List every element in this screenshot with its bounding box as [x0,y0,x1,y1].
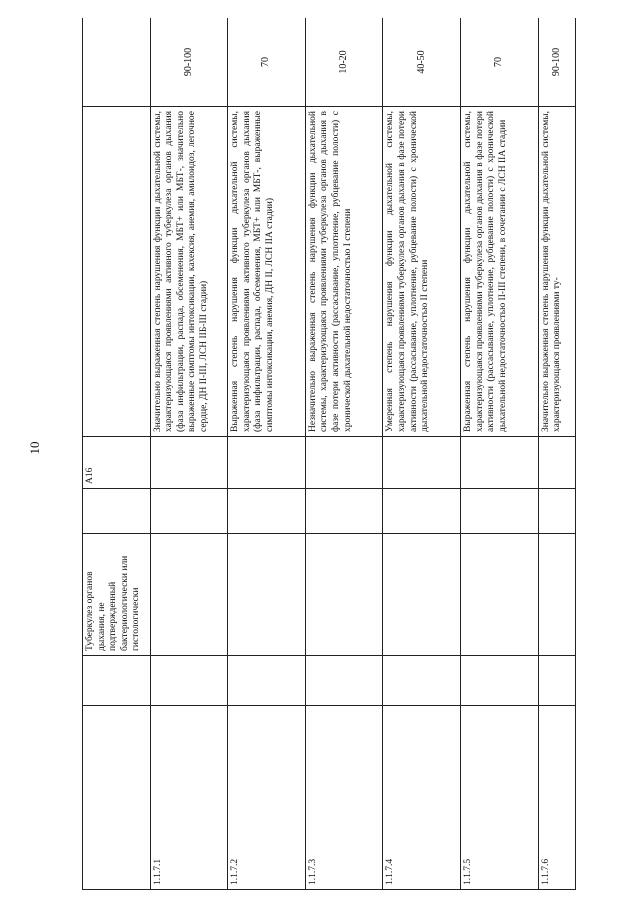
row-empty-a [305,656,383,706]
row-code: 1.1.7.3 [305,706,383,890]
row-empty-b [383,489,461,534]
header-percent-cell [83,18,151,107]
header-empty-cell-a [83,656,151,706]
row-percent: 40-50 [383,18,461,107]
row-num [538,437,575,489]
row-empty-b [228,489,306,534]
row-code: 1.1.7.4 [383,706,461,890]
row-description: Значительно выраженная степень нарушения функции дыхательной системы, характеризующаяся проявлениями ту- [538,107,575,437]
mkb-code-cell: A16 [83,437,151,489]
row-description: Выраженная степень нарушения функции дыхательной системы, характеризующаяся проявлениями туберкулеза органов дыхания в фазе потери активности (рассасывание, уплотнение, рубцевание полости) с хронической дыхательной недостаточностью II-III степени, в сочетании с ЛСН IIА стадии [461,107,539,437]
row-code: 1.1.7.6 [538,706,575,890]
row-empty-a [461,656,539,706]
row-description: Выраженная степень нарушения функции дыхательной системы, характеризующаяся проявлениями активного туберкулеза органов дыхания (фаза инфильтрации, распада, обсеменения, МБТ+ или МБТ-, выраженные симптомы интоксикации, анемия, ДН II, ЛСН IIА стадии) [228,107,306,437]
row-empty-a [383,656,461,706]
row-name [538,534,575,656]
row-num [383,437,461,489]
row-name [305,534,383,656]
row-empty-b [150,489,228,534]
table-row [305,18,383,890]
row-description: Значительно выраженная степень нарушения функции дыхательной системы, характеризующаяся проявлениями активного туберкулеза органов дыхания (фаза инфильтрации, распада, обсеменения, МБТ+ или МБТ-, значительно выраженные симптомы интоксикации, кахексия, анемия, амилоидоз, легочное сердце, ДН II-III, ЛСН IIБ-III стадии) [150,107,228,437]
row-empty-b [305,489,383,534]
condition-name-cell: Туберкулез органов дыхания, не подтвержденный бактериологически или гистологически [83,534,151,656]
row-code: 1.1.7.5 [461,706,539,890]
row-empty-a [228,656,306,706]
row-description: Незначительно выраженная степень нарушения функции дыхательной системы, характеризующаяся проявлениями туберкулеза органов дыхания в фазе потери активности (рассасывание, уплотнение, рубцевание полости) с хронической дыхательной недостаточностью I степени [305,107,383,437]
table-row [383,18,461,890]
row-empty-a [538,656,575,706]
page-number: 10 [27,441,42,455]
row-num [461,437,539,489]
row-percent: 90-100 [538,18,575,107]
row-num [150,437,228,489]
header-code-cell [83,706,151,890]
header-description-cell [83,107,151,437]
row-empty-a [150,656,228,706]
rotated-table-layer [82,18,576,890]
row-code: 1.1.7.2 [228,706,306,890]
row-num [305,437,383,489]
row-percent: 10-20 [305,18,383,107]
table-row [228,18,306,890]
disability-criteria-table [82,18,576,890]
table-row [461,18,539,890]
row-name [383,534,461,656]
row-empty-b [538,489,575,534]
table-row [150,18,228,890]
table-row-header [83,18,151,890]
row-num [228,437,306,489]
header-empty-cell-b [83,489,151,534]
row-name [461,534,539,656]
row-description: Умеренная степень нарушения функции дыхательной системы, характеризующаяся проявлениями туберкулеза органов дыхания в фазе потери активности (рассасывание, уплотнение, рубцевание полости) с хронической дыхательной недостаточностью II степени [383,107,461,437]
row-name [150,534,228,656]
row-percent: 70 [228,18,306,107]
row-percent: 90-100 [150,18,228,107]
row-percent: 70 [461,18,539,107]
disability-criteria-table-container [82,18,576,890]
table-row [538,18,575,890]
row-empty-b [461,489,539,534]
row-code: 1.1.7.1 [150,706,228,890]
row-name [228,534,306,656]
